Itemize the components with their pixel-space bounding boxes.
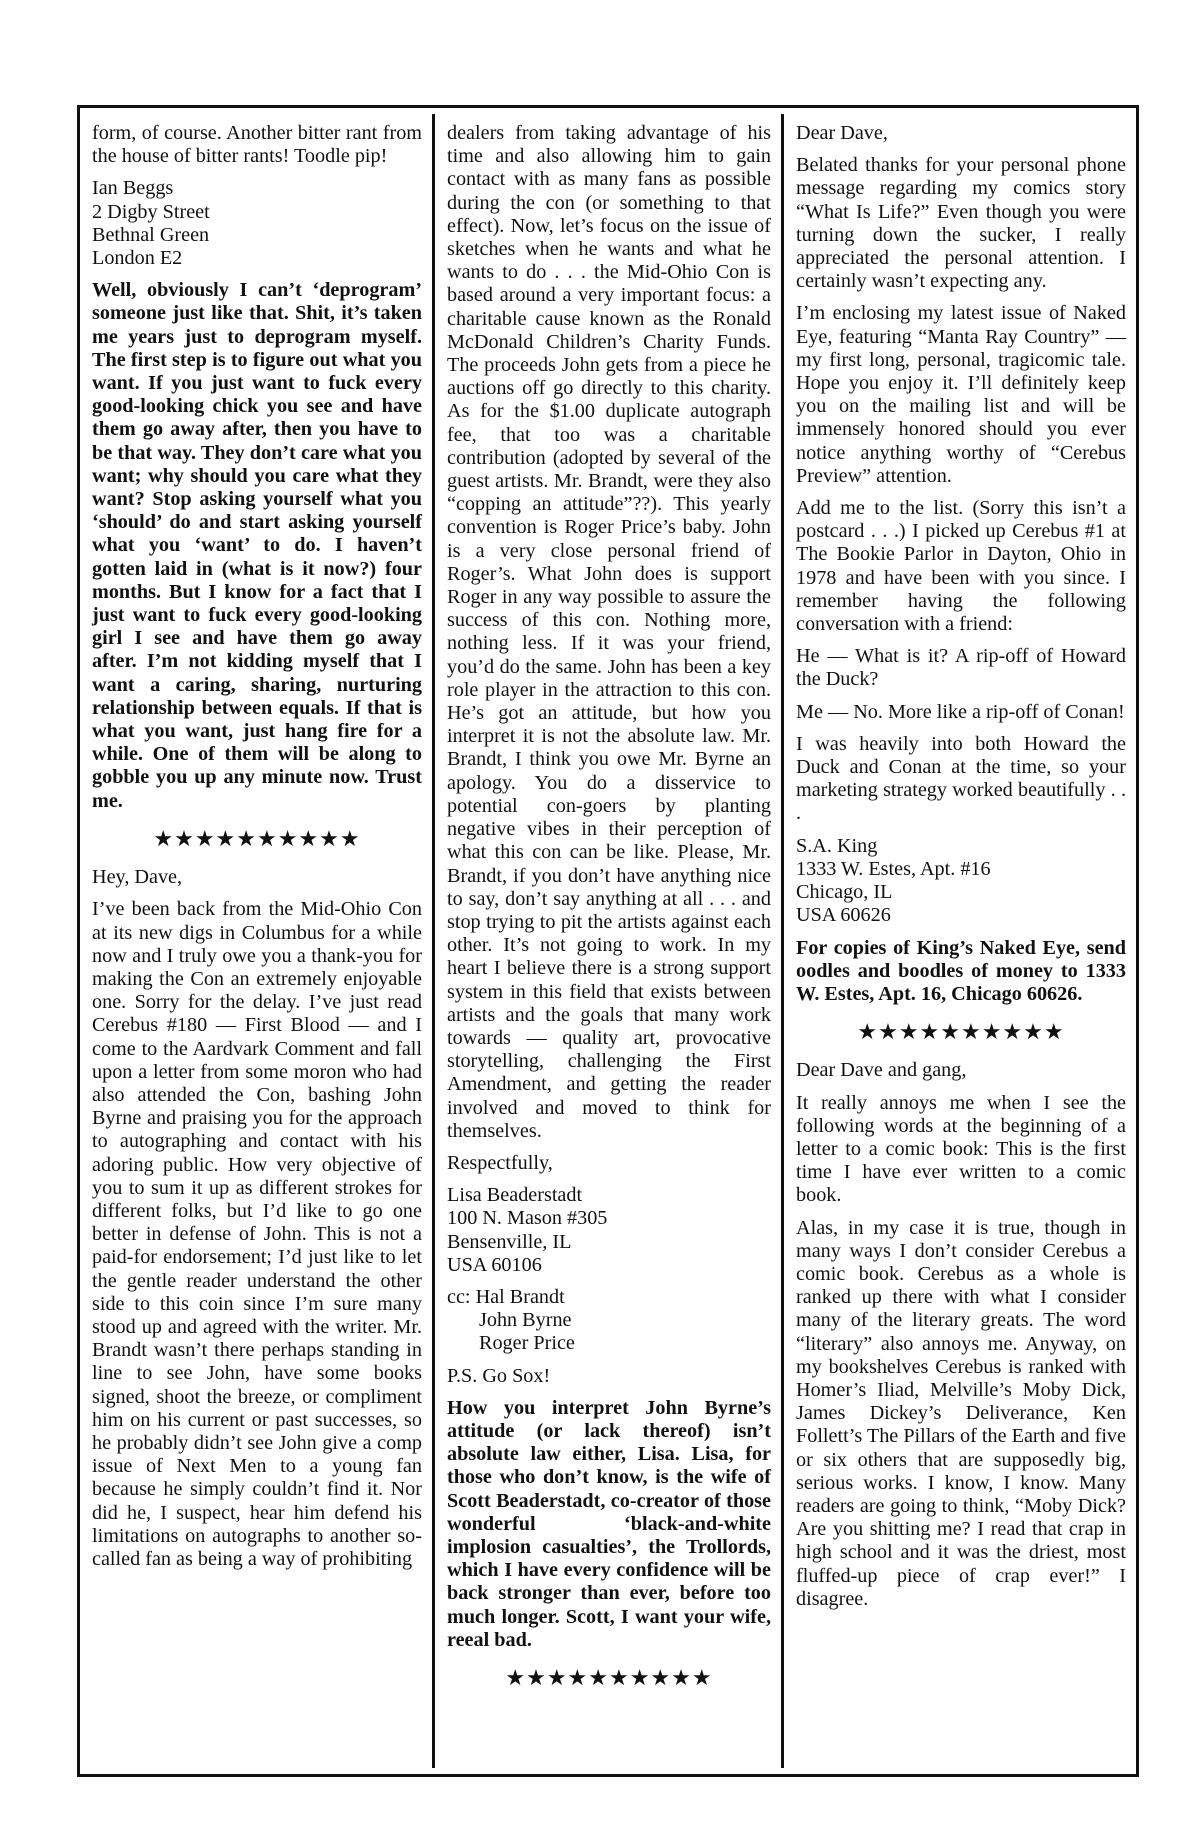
editor-reply: For copies of King’s Naked Eye, send oodles and boodles of money to 1333 W. Estes, Apt. 16, Chicago 60626. — [796, 936, 1126, 1005]
letter-body: I’ve been back from the Mid-Ohio Con at its new digs in Columbus for a while now and I truly owe you a thank-you for making the Con an extremely enjoyable one. Sorry for the delay. I’ve just read Cerebus #180 — First Blood — and I come to the Aardvark Comment and fall upon a letter from some moron who had also attended the Con, bashing John Byrne and praising you for the approach to autographing and contact with his adoring public. How very objective of you to sum it up as different strokes for different folks, but I’d like to go one better in defense of John. This is not a paid-for endorsement; I’d just like to let the gentle reader understand the other side to this coin since I’m sure many stood up and agreed with the writer. Mr. Brandt wasn’t there perhaps standing in line to see John, have some books signed, shoot the breeze, or compliment him on his current or past successes, so he probably didn’t see John give a comp issue of Next Men to a young fan because he simply couldn’t find it. Nor did he, I suspect, hear him defend his limitations on autographs to another so-called fan as being a way of prohibiting — [92, 898, 422, 1570]
editor-reply: How you interpret John Byrne’s attitude (or lack thereof) isn’t absolute law either, Lisa. Lisa, for those who don’t know, is the wife of Scott Beaderstadt, co-creator of those wonderful ‘black-and-white implosion casualties’, the Trollords, which I have every confidence will be back stronger than ever, before too much longer. Scott, I want your wife, reeal bad. — [447, 1396, 771, 1651]
letter-greeting: Dear Dave and gang, — [796, 1059, 967, 1082]
star-divider: ★★★★★★★★★★ — [505, 1665, 713, 1690]
editor-reply: Well, obviously I can’t ‘deprogram’ someone just like that. Shit, it’s taken me years just to deprogram myself. The first step is to figure out what you want. If you just want to fuck every good-looking chick you see and have them go away after, then you have to be that way. They don’t care what you want; why should you care what they want? Stop asking yourself what you ‘should’ do and start asking yourself what you ‘want’ to do. I haven’t gotten laid in (what is it now?) four months. But I know for a fact that I just want to fuck every good-looking girl I see and have them go away after. I’m not kidding myself that I want a caring, sharing, nurturing relationship between equals. If that is what you want, just hang fire for a while. One of them will be along to gobble you up any minute now. Trust me. — [92, 279, 422, 812]
signature-line: S.A. King — [796, 834, 878, 857]
postscript: P.S. Go Sox! — [447, 1364, 551, 1387]
signature-sa-king — [796, 835, 1126, 928]
signature-line: USA 60106 — [447, 1253, 542, 1276]
cc-list — [447, 1286, 771, 1356]
signature-lisa-beaderstadt — [447, 1184, 771, 1277]
letter-body: It really annoys me when I see the following words at the beginning of a letter to a comic book: This is the first time I have ever written to a comic book. — [796, 1091, 1126, 1207]
column-2 — [432, 114, 784, 1768]
letter-body: Belated thanks for your personal phone message regarding my comics story “What Is Life?” Even though you were turning down the sucker, I really appreciated the personal attention. I certainly wasn’t expecting any. — [796, 154, 1126, 293]
star-divider: ★★★★★★★★★★ — [153, 825, 361, 851]
letter-body: Add me to the list. (Sorry this isn’t a postcard . . .) I picked up Cerebus #1 at The Bookie Parlor in Dayton, Ohio in 1978 and have been with you since. I remember having the following conversation with a friend: — [796, 497, 1126, 636]
dialogue-line: Me — No. More like a rip-off of Conan! — [796, 700, 1125, 723]
signature-line: USA 60626 — [796, 904, 891, 927]
letter-body: I’m enclosing my latest issue of Naked Eye, featuring “Manta Ray Country” — my first long, personal, tragicomic tale. Hope you enjoy it. I’ll definitely keep you on the mailing list and will be immensely honored should you ever notice anything worthy of “Cerebus Preview” attention. — [796, 302, 1126, 487]
letter-closing: Respectfully, — [447, 1151, 553, 1174]
signature-line: London E2 — [92, 247, 183, 270]
cc-line: John Byrne — [479, 1309, 572, 1332]
letter-continuation: form, of course. Another bitter rant from the house of bitter rants! Toodle pip! — [92, 122, 422, 168]
signature-line: Lisa Beaderstadt — [447, 1184, 583, 1207]
column-3 — [784, 114, 1136, 1768]
signature-line: Chicago, IL — [796, 881, 893, 904]
signature-ian-beggs — [92, 177, 422, 270]
letters-page — [77, 105, 1139, 1777]
letter-body: dealers from taking advantage of his time and also allowing him to gain contact with as many fans as possible during the con (or something to that effect). Now, let’s focus on the issue of sketches when he wants and what he wants to do . . . the Mid-Ohio Con is based around a very important focus: a charitable cause known as the Ronald McDonald Children’s Charity Funds. The proceeds John gets from a piece he auctions off go directly to this charity. As for the $1.00 duplicate autograph fee, that too was a charitable contribution (adopted by several of the guest artists. Mr. Brandt, were they also “copping an attitude”??). This yearly convention is Roger Price’s baby. John is a very close personal friend of Roger’s. What John does is support Roger in any way possible to assure the success of this con. Nothing more, nothing less. If it was your friend, you’d do the same. John has been a key role player in the attraction to this con. He’s got an attitude, but how you interpret it is not the absolute law. Mr. Brandt, I think you owe Mr. Byrne an apology. You do a disservice to potential con-goers by planting negative vibes in their perception of what this con can be like. Please, Mr. Brandt, if you don’t have anything nice to say, don’t say anything at all . . . and stop trying to pit the artists against each other. It’s not going to work. In my heart I believe there is a strong support system in this field that exists between artists and the goals that many work towards — quality art, provocative storytelling, challenging the First Amendment, and getting the reader involved and moved to think for themselves. — [447, 122, 771, 1142]
signature-line: Bensenville, IL — [447, 1230, 572, 1253]
signature-line: 2 Digby Street — [92, 200, 210, 223]
signature-line: Ian Beggs — [92, 177, 174, 200]
letter-greeting: Dear Dave, — [796, 122, 888, 144]
star-divider: ★★★★★★★★★★ — [857, 1019, 1065, 1045]
letter-body: I was heavily into both Howard the Duck and Conan at the time, so your marketing strategy worked beautifully . . . — [796, 732, 1126, 825]
signature-line: 100 N. Mason #305 — [447, 1207, 608, 1230]
column-1 — [80, 114, 432, 1768]
letter-body: Alas, in my case it is true, though in many ways I don’t consider Cerebus a comic book. Cerebus as a whole is ranked up there with what I consider many of the literary greats. The word “literary” also annoys me. Anyway, on my bookshelves Cerebus is ranked with Homer’s Iliad, Melville’s Moby Dick, James Dickey’s Deliverance, Ken Follett’s The Pillars of the Earth and five or six others that are supposedly big, serious works. I know, I know. Many readers are going to think, “Moby Dick? Are you shitting me? I read that crap in high school and it was the driest, most fluffed-up piece of crap ever!” I disagree. — [796, 1216, 1126, 1610]
cc-line: cc: Hal Brandt — [447, 1285, 565, 1308]
signature-line: 1333 W. Estes, Apt. #16 — [796, 857, 991, 880]
cc-line: Roger Price — [479, 1332, 575, 1355]
letter-greeting: Hey, Dave, — [92, 866, 183, 889]
dialogue-line: He — What is it? A rip-off of Howard the Duck? — [796, 645, 1126, 691]
signature-line: Bethnal Green — [92, 223, 210, 246]
